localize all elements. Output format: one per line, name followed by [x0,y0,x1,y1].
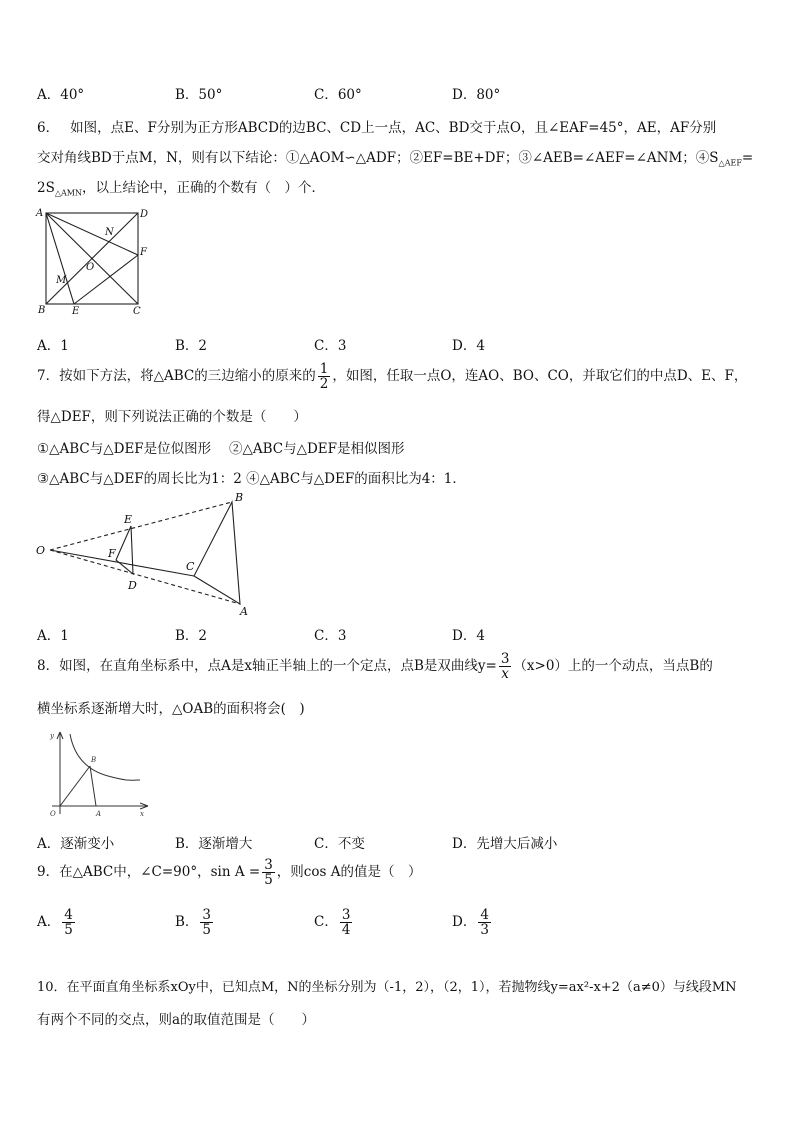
q10-line2: 有两个不同的交点，则a的取值范围是（ ） [37,1012,316,1028]
label-m: M [56,275,67,286]
label-a: A [240,605,248,618]
q6-option-d[interactable]: D．4 [452,338,485,354]
q7-option-a[interactable]: A．1 [37,628,69,644]
q9-option-b-den: 5 [202,922,212,939]
q9-option-d-num: 4 [480,907,489,923]
q9-option-b-label: B． [175,914,199,931]
q8-line1 [37,652,713,681]
q7-frac-num: 1 [319,361,329,377]
label-a: A [36,208,44,219]
q9-option-a-num: 4 [64,907,73,923]
label-o: O [86,262,95,273]
q7-line1-post: ，如图，任取一点O，连AO、BO、CO，并取它们的中点D、E、F， [332,368,748,385]
q6-option-b[interactable]: B．2 [175,338,208,354]
q9-option-b-frac [200,908,213,937]
triangle-abc [194,502,240,604]
q9-option-d[interactable] [452,908,493,937]
q7-fraction [318,362,331,391]
q8-line2: 横坐标系逐渐增大时，△OAB的面积将会( ) [37,701,305,717]
q9-option-a-frac [62,908,75,937]
q5-option-c[interactable]: C．60° [314,87,362,103]
q6-line1: 6． 如图，点E、F分别为正方形ABCD的边BC、CD上一点，AC、BD交于点O，且∠EAF=45°，AE，AF分别 [37,120,717,136]
q6-line3-text: ，以上结论中，正确的个数有（ ）个． [81,180,325,196]
q5-option-a[interactable]: A．40° [37,87,85,103]
q9-option-b[interactable] [175,908,215,937]
q9-option-d-label: D． [452,914,477,931]
segment-oc [50,550,194,576]
q5-option-d[interactable]: D．80° [452,87,501,103]
label-c: C [186,560,195,573]
q8-option-d[interactable]: D．先增大后减小 [452,836,558,852]
q7-option-b[interactable]: B．2 [175,628,208,644]
label-d: D [140,209,149,220]
q6-line2-sub: △AEF [718,158,742,168]
q8-option-b[interactable]: B．逐渐增大 [175,836,253,852]
label-x: x [140,810,144,816]
q9-line1-pre: 9．在△ABC中，∠C=90°，sin A = [37,864,261,881]
label-o: O [36,544,46,557]
q9-option-c-num: 3 [341,907,351,923]
q10-line1: 10．在平面直角坐标系xOy中，已知点M，N的坐标分别为（-1，2），（2，1），若抛物线y=ax²-x+2（a≠0）与线段MN [37,980,737,995]
segment-ef [74,255,138,304]
label-e: E [124,513,133,526]
segment-ab [90,766,96,806]
q7-option-c[interactable]: C．3 [314,628,347,644]
q9-line1-post: ，则cos A的值是（ ） [276,864,422,881]
q9-option-a-den: 5 [64,922,73,939]
q7-line1 [37,362,747,391]
label-a: A [96,810,102,816]
label-b: B [38,305,46,316]
q8-fraction [499,652,512,681]
q6-line3 [37,176,325,198]
segment-af [46,213,138,255]
q8-frac-den: x [501,666,509,683]
q6-line3-pre: 2S [37,180,55,196]
q8-option-c[interactable]: C．不变 [314,836,365,852]
label-f: F [108,547,116,560]
q9-option-c-den: 4 [341,922,351,939]
q9-option-c-frac [340,908,353,937]
label-y: y [50,732,54,740]
q9-fraction [262,858,275,887]
q6-line2 [37,146,753,168]
q9-option-a[interactable] [37,908,77,937]
q9-option-c[interactable] [314,908,354,937]
q6-line2-text: 交对角线BD于点M，N，则有以下结论：①△AOM∽△ADF；②EF=BE+DF；③∠AEB=∠AEF=∠ANM；④S [37,150,719,166]
q8-frac-num: 3 [500,651,510,667]
label-n: N [105,227,114,238]
q5-option-b[interactable]: B．50° [175,87,223,103]
dashed-ob [50,502,232,550]
q7-line3: ①△ABC与△DEF是位似图形 ②△ABC与△DEF是相似图形 [37,441,405,457]
label-o: O [50,810,56,816]
q9-line1 [37,858,421,887]
q6-line2-end: = [741,150,754,166]
q7-frac-den: 2 [319,376,329,393]
dashed-oa [50,550,240,604]
q9-option-b-num: 3 [202,907,212,923]
label-b: B [91,756,97,764]
q6-line3-sub: △AMN [54,188,82,198]
q7-line4: ③△ABC与△DEF的周长比为1：2 ④△ABC与△DEF的面积比为4：1． [37,471,466,487]
q8-option-a[interactable]: A．逐渐变小 [37,836,115,852]
q9-frac-num: 3 [264,857,273,873]
q9-option-a-label: A． [37,914,61,931]
q8-line1-pre: 8．如图，在直角坐标系中，点A是x轴正半轴上的一个定点，点B是双曲线y= [37,658,497,675]
q9-option-d-den: 3 [480,922,489,939]
label-b: B [235,491,244,504]
q7-homothety-figure [34,488,264,618]
label-d: D [128,579,137,592]
q7-line2: 得△DEF，则下列说法正确的个数是（ ） [37,409,307,425]
q7-option-d[interactable]: D．4 [452,628,485,644]
q7-line1-pre: 7．按如下方法，将△ABC的三边缩小的原来的 [37,368,316,385]
q9-option-d-frac [478,908,491,937]
hyperbola-curve [70,734,140,780]
q8-hyperbola-figure [36,726,156,816]
label-c: C [133,306,141,317]
q6-square-figure [34,205,154,317]
label-f: F [140,247,147,258]
label-e: E [72,306,80,317]
q9-option-c-label: C． [314,914,338,931]
q6-option-a[interactable]: A．1 [37,338,69,354]
q9-frac-den: 5 [264,872,273,889]
q8-line1-post: （x>0）上的一个动点，当点B的 [513,658,713,675]
q6-option-c[interactable]: C．3 [314,338,347,354]
segment-ob [60,766,90,806]
triangle-def [116,526,133,574]
